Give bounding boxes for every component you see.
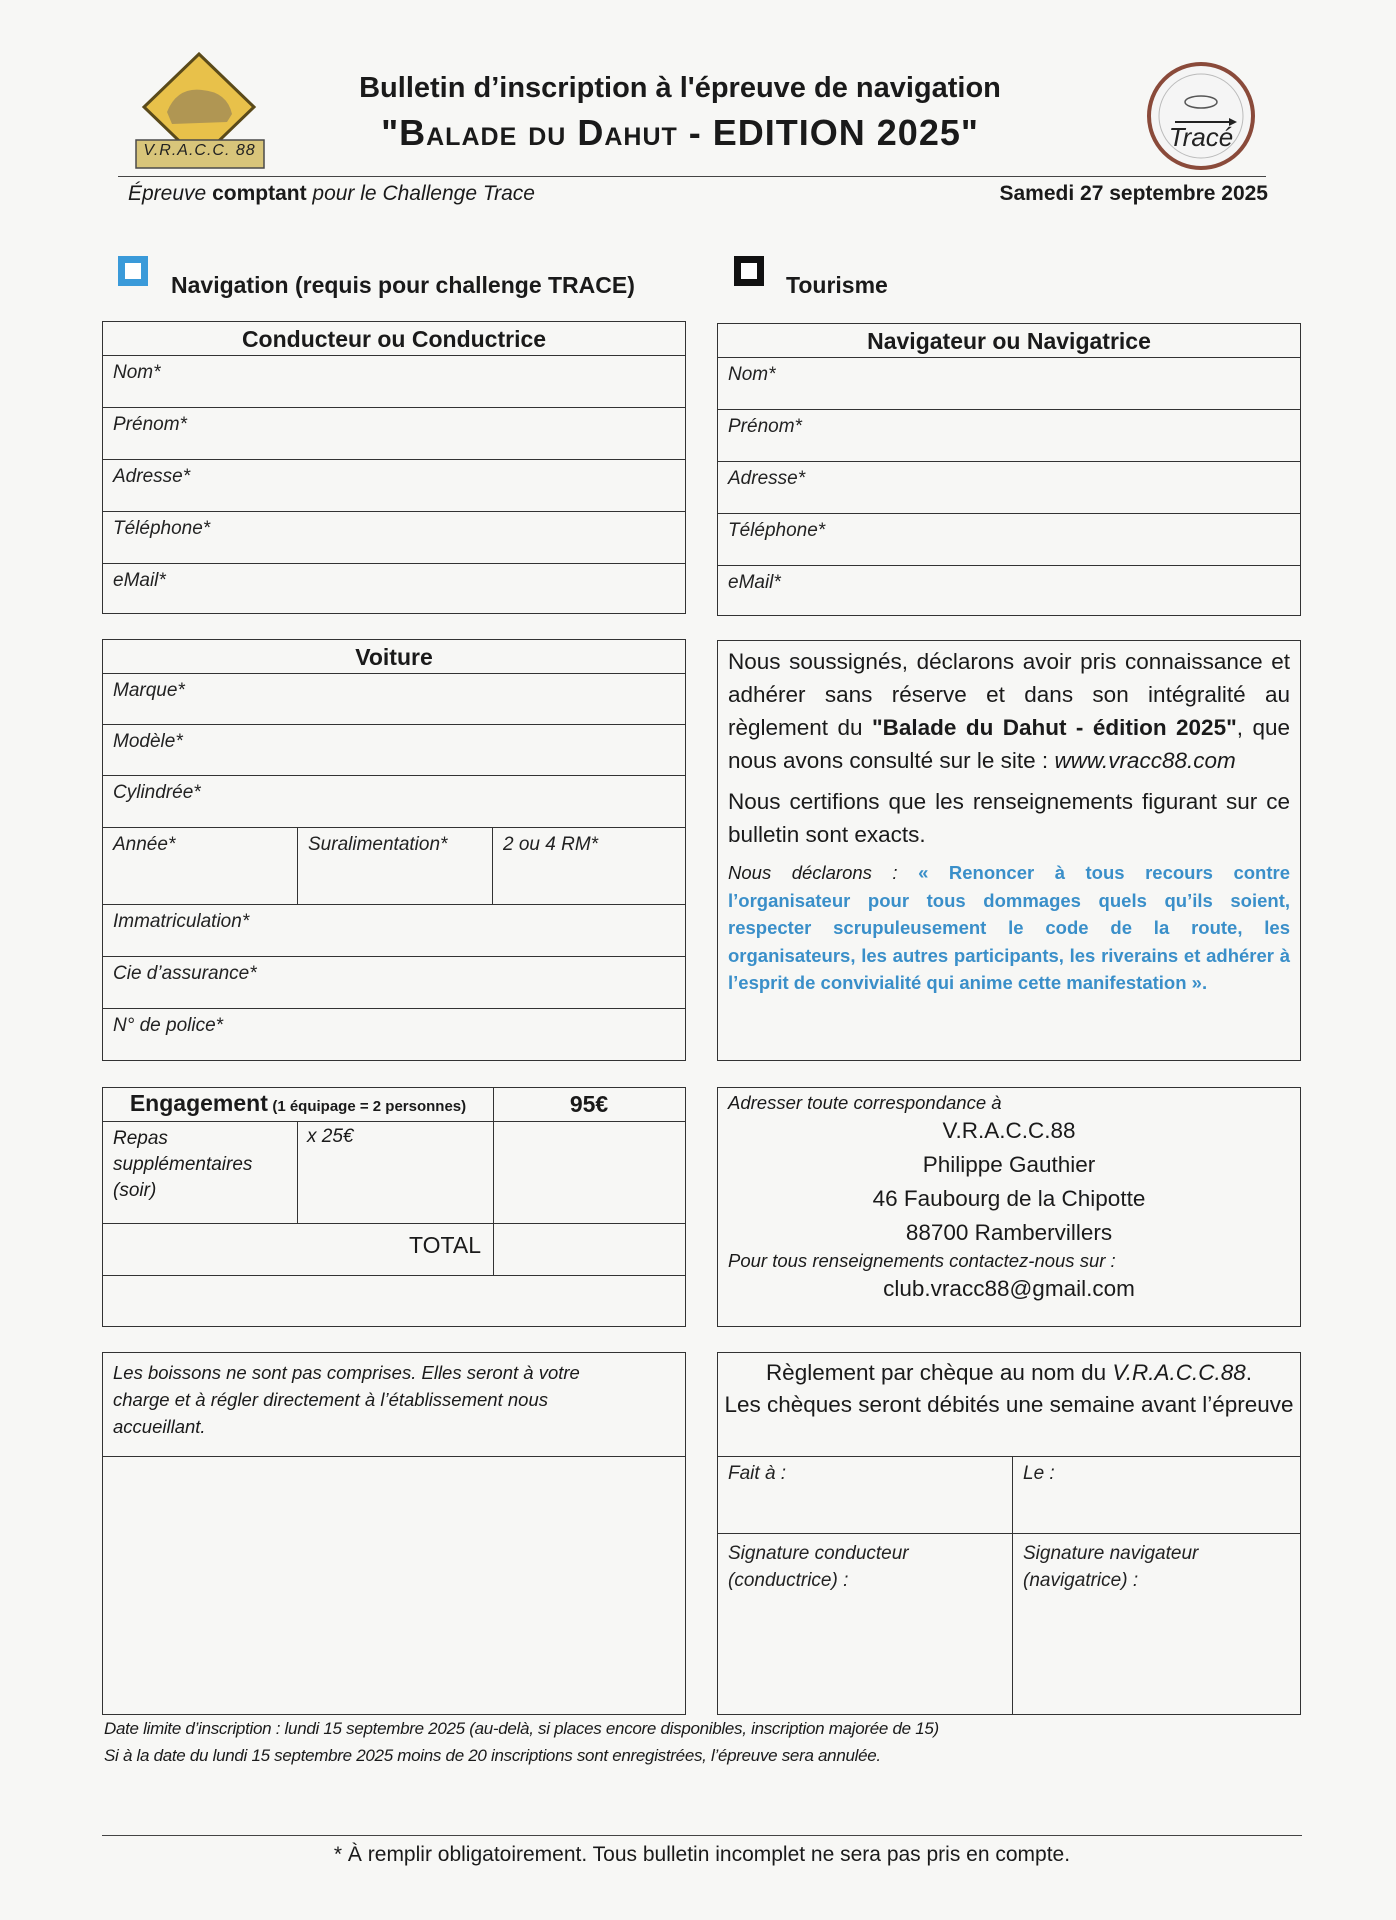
navigator-email-field[interactable] xyxy=(718,566,1300,616)
declaration-paragraph-1: Nous soussignés, déclarons avoir pris connaissance et adhérer sans réserve et dans son intégralité au règlement du "Balade du Dahut - édition 2025", que nous avons consulté sur le site : www.vracc88.com xyxy=(728,649,1290,773)
payment-section xyxy=(717,1352,1301,1715)
contact-street: 46 Faubourg de la Chipotte xyxy=(872,1186,1146,1211)
field-label: Prénom* xyxy=(728,416,802,437)
site-link[interactable]: www.vracc88.com xyxy=(1054,748,1236,773)
subtitle-bold: comptant xyxy=(212,182,307,205)
fait-a-field[interactable] xyxy=(718,1457,1012,1533)
total-amount-field[interactable] xyxy=(494,1224,684,1274)
car-police-field[interactable] xyxy=(103,1009,685,1060)
field-label: Nom* xyxy=(113,362,161,383)
driver-email-field[interactable] xyxy=(103,564,685,614)
field-label: Fait à : xyxy=(728,1463,787,1484)
field-label: Signature conducteur (conductrice) : xyxy=(728,1543,909,1591)
declaration-section xyxy=(717,640,1301,1061)
payment-note-row xyxy=(718,1353,1300,1457)
event-date: Samedi 27 septembre 2025 xyxy=(999,182,1268,205)
field-label: Cylindrée* xyxy=(113,782,201,803)
car-assurance-field[interactable] xyxy=(103,957,685,1009)
car-modele-field[interactable] xyxy=(103,725,685,776)
divider xyxy=(297,1122,298,1223)
field-label: Marque* xyxy=(113,680,185,701)
field-label: Téléphone* xyxy=(728,520,826,541)
car-title: Voiture xyxy=(103,640,685,674)
navigator-nom-field[interactable] xyxy=(718,358,1300,410)
vracc-logo xyxy=(132,52,267,172)
tourisme-label: Tourisme xyxy=(786,272,888,298)
contact-org: V.R.A.C.C.88 xyxy=(942,1118,1076,1143)
field-label: Modèle* xyxy=(113,731,183,752)
subtitle-prefix: Épreuve xyxy=(128,182,213,205)
driver-prenom-field[interactable] xyxy=(103,408,685,460)
driver-telephone-field[interactable] xyxy=(103,512,685,564)
subtitle-suffix: pour le Challenge Trace xyxy=(306,182,535,205)
engagement-title: Engagement (1 équipage = 2 personnes) xyxy=(129,1090,467,1116)
navigator-title: Navigateur ou Navigatrice xyxy=(718,324,1300,358)
drinks-section xyxy=(102,1352,686,1715)
signature-row xyxy=(718,1534,1300,1714)
navigator-prenom-field[interactable] xyxy=(718,410,1300,462)
car-cylindree-field[interactable] xyxy=(103,776,685,828)
field-label: Adresse* xyxy=(728,468,806,489)
engagement-price: 95€ xyxy=(569,1091,609,1117)
contact-city: 88700 Rambervillers xyxy=(905,1220,1113,1245)
field-label: Nom* xyxy=(728,364,776,385)
subtitle xyxy=(128,182,535,206)
driver-title: Conducteur ou Conductrice xyxy=(103,322,685,356)
contact-name: Philippe Gauthier xyxy=(922,1152,1096,1177)
place-date-row xyxy=(718,1457,1300,1534)
navigator-adresse-field[interactable] xyxy=(718,462,1300,514)
car-annee-field[interactable] xyxy=(103,828,297,904)
drinks-note-row xyxy=(103,1353,685,1457)
declaration-paragraph-3: Nous déclarons : « Renoncer à tous recours contre l’organisateur pour tous dommages quels qu’ils soient, respecter scrupuleusement le code de la route, les organisateurs, les autres participants, les riverains et adhérer à l’esprit de convivialité qui anime cette manifestation ». xyxy=(728,862,1290,993)
cancel-note: Si à la date du lundi 15 septembre 2025 moins de 20 inscriptions sont enregistrées, l’épreuve sera annulée. xyxy=(104,1746,881,1765)
mandatory-note: * À remplir obligatoirement. Tous bulletin incomplet ne sera pas pris en compte. xyxy=(333,1843,1071,1866)
total-label: TOTAL xyxy=(409,1232,481,1258)
driver-section xyxy=(102,321,686,614)
declaration-paragraph-2: Nous certifions que les renseignements figurant sur ce bulletin sont exacts. xyxy=(728,789,1290,847)
field-label: Signature navigateur (navigatrice) : xyxy=(1023,1543,1199,1591)
engagement-section xyxy=(102,1087,686,1327)
header-rule xyxy=(118,176,1266,177)
drinks-blank-area[interactable] xyxy=(103,1457,685,1714)
repas-row xyxy=(103,1122,685,1224)
field-label: 2 ou 4 RM* xyxy=(503,834,599,855)
trace-circle-logo-icon xyxy=(1145,60,1257,172)
car-immatriculation-field[interactable] xyxy=(103,905,685,957)
navigation-checkbox[interactable] xyxy=(118,256,148,286)
car-section xyxy=(102,639,686,1061)
repas-label: Repas supplémentaires (soir) xyxy=(113,1128,253,1201)
field-label: eMail* xyxy=(113,570,166,591)
field-label: Suralimentation* xyxy=(308,834,448,855)
drinks-note: Les boissons ne sont pas comprises. Elles seront à votre charge et à régler directement à l’établissement nous accueillant. xyxy=(113,1362,580,1437)
title-line2: "Balade du Dahut - EDITION 2025" xyxy=(381,112,979,153)
field-label: N° de police* xyxy=(113,1015,224,1036)
deadline-note: Date limite d’inscription : lundi 15 septembre 2025 (au-delà, si places encore disponibles, inscription majorée de 15) xyxy=(104,1719,939,1738)
contact-intro: Adresser toute correspondance à xyxy=(728,1092,1002,1113)
navigator-telephone-field[interactable] xyxy=(718,514,1300,566)
contact-section xyxy=(717,1087,1301,1327)
title-line1: Bulletin d’inscription à l'épreuve de navigation xyxy=(359,72,1001,104)
field-label: Adresse* xyxy=(113,466,191,487)
payment-note: Règlement par chèque au nom du V.R.A.C.C.88. Les chèques seront débités une semaine avant l’épreuve xyxy=(724,1360,1294,1417)
driver-nom-field[interactable] xyxy=(103,356,685,408)
tourisme-checkbox[interactable] xyxy=(734,256,764,286)
car-rm-field[interactable] xyxy=(493,828,685,904)
signature-navigator-field[interactable] xyxy=(1013,1534,1300,1714)
field-label: Année* xyxy=(113,834,176,855)
field-label: Téléphone* xyxy=(113,518,211,539)
trace-logo-text: Tracé xyxy=(1168,122,1234,152)
repas-price[interactable]: x 25€ xyxy=(307,1126,354,1147)
contact-email[interactable]: club.vracc88@gmail.com xyxy=(883,1276,1135,1301)
trace-logo xyxy=(1145,60,1257,172)
navigation-label: Navigation (requis pour challenge TRACE) xyxy=(171,272,635,298)
field-label: eMail* xyxy=(728,572,781,593)
vracc-logo-text: V.R.A.C.C. 88 xyxy=(143,142,256,159)
driver-adresse-field[interactable] xyxy=(103,460,685,512)
field-label: Immatriculation* xyxy=(113,911,250,932)
footer-rule xyxy=(102,1835,1302,1836)
field-label: Le : xyxy=(1023,1463,1055,1484)
repas-amount-field[interactable] xyxy=(494,1122,684,1222)
engagement-blank-row[interactable] xyxy=(103,1276,685,1326)
field-label: Prénom* xyxy=(113,414,187,435)
car-suralimentation-field[interactable] xyxy=(298,828,492,904)
car-marque-field[interactable] xyxy=(103,674,685,725)
signature-driver-field[interactable] xyxy=(718,1534,1012,1714)
navigator-section xyxy=(717,323,1301,616)
total-row xyxy=(103,1224,685,1276)
engagement-header-row xyxy=(103,1088,685,1122)
contact-info: Pour tous renseignements contactez-nous sur : xyxy=(728,1250,1116,1271)
field-label: Cie d’assurance* xyxy=(113,963,257,984)
date-field[interactable] xyxy=(1013,1457,1300,1533)
car-specs-row xyxy=(103,828,685,905)
